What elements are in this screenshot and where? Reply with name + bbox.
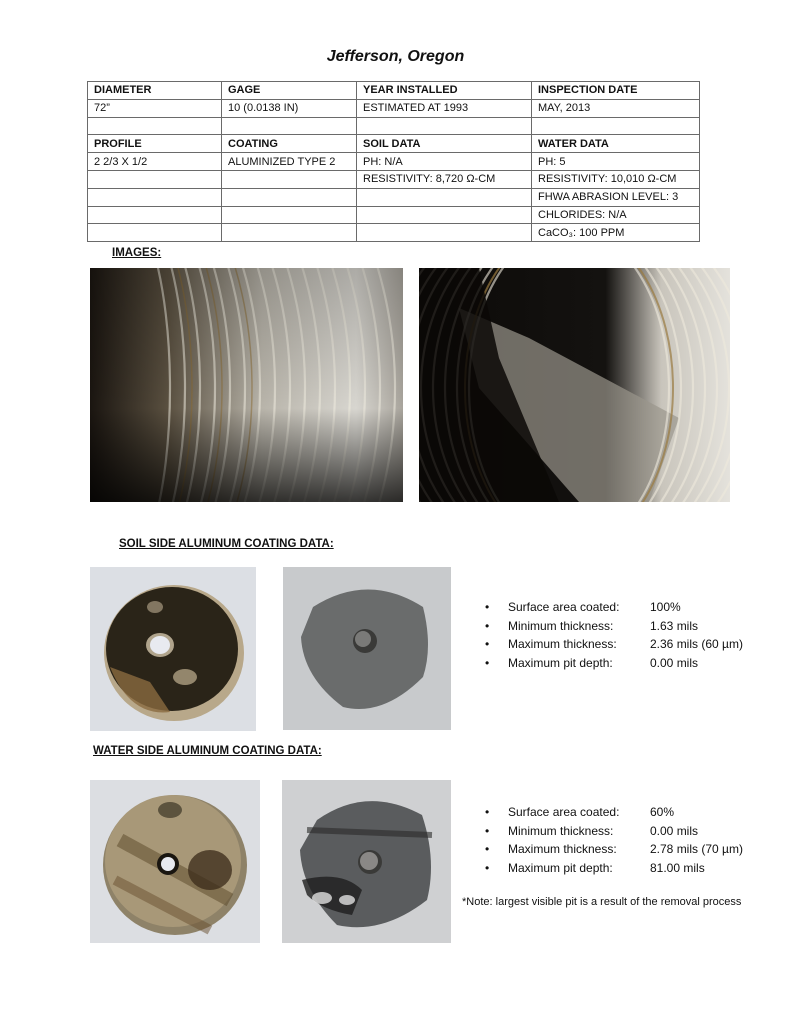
table-cell <box>88 224 222 242</box>
stat-value: 0.00 mils <box>650 655 699 670</box>
table-header-cell: COATING <box>222 135 357 153</box>
table-row <box>88 206 700 224</box>
images-heading: IMAGES: <box>112 247 162 259</box>
table-header-cell: DIAMETER <box>88 82 222 100</box>
table-cell <box>88 188 222 206</box>
stat-value: 0.00 mils <box>650 823 699 838</box>
table-header-cell: GAGE <box>222 82 357 100</box>
table-cell <box>88 206 222 224</box>
stat-value: 1.63 mils <box>650 618 699 633</box>
pipe-info-table <box>87 81 700 242</box>
stat-value: 60% <box>650 805 675 819</box>
table-cell <box>357 188 532 206</box>
stat-label: Maximum pit depth: <box>508 655 613 670</box>
bullet-icon: • <box>485 600 490 614</box>
stat-label: Maximum thickness: <box>508 637 617 651</box>
soil-side-coupon-front-photo <box>90 567 256 731</box>
soil-side-coupon-back-photo <box>283 567 451 730</box>
table-cell <box>88 117 222 135</box>
stat-list-item <box>485 859 743 878</box>
stat-value: 2.78 mils (70 µm) <box>650 842 743 856</box>
table-row <box>88 170 700 188</box>
bullet-icon: • <box>485 655 490 670</box>
soil-side-stats <box>485 598 743 672</box>
table-cell <box>88 170 222 188</box>
table-row <box>88 153 700 171</box>
table-header-cell: SOIL DATA <box>357 135 532 153</box>
stat-list-item <box>485 803 743 822</box>
table-cell: PH: N/A <box>357 153 532 171</box>
table-header-row <box>88 82 700 100</box>
stat-label: Maximum thickness: <box>508 842 617 856</box>
stat-value: 100% <box>650 600 681 614</box>
soil-side-heading: SOIL SIDE ALUMINUM COATING DATA: <box>119 538 334 550</box>
table-cell <box>222 188 357 206</box>
bullet-icon: • <box>485 842 490 856</box>
table-cell <box>532 117 700 135</box>
table-row <box>88 224 700 242</box>
stat-label: Minimum thickness: <box>508 618 614 633</box>
table-cell: PH: 5 <box>532 153 700 171</box>
table-row <box>88 188 700 206</box>
table-cell <box>357 206 532 224</box>
stat-list-item <box>485 598 743 617</box>
table-header-row <box>88 135 700 153</box>
table-cell: CaCO₃: 100 PPM <box>532 224 700 242</box>
table-cell: 10 (0.0138 IN) <box>222 99 357 117</box>
table-cell: RESISTIVITY: 8,720 Ω-CM <box>357 170 532 188</box>
stat-list-item <box>485 654 743 673</box>
table-cell <box>222 170 357 188</box>
table-cell <box>222 206 357 224</box>
table-cell: MAY, 2013 <box>532 99 700 117</box>
water-side-coupon-back-photo <box>282 780 451 943</box>
stat-label: Maximum pit depth: <box>508 860 613 875</box>
table-row <box>88 99 700 117</box>
stat-value: 81.00 mils <box>650 860 705 875</box>
bullet-icon: • <box>485 805 490 819</box>
table-cell: FHWA ABRASION LEVEL: 3 <box>532 188 700 206</box>
table-header-cell: YEAR INSTALLED <box>357 82 532 100</box>
stat-label: Surface area coated: <box>508 805 620 819</box>
table-header-cell: INSPECTION DATE <box>532 82 700 100</box>
bullet-icon: • <box>485 637 490 651</box>
table-cell <box>357 224 532 242</box>
table-cell: 2 2/3 X 1/2 <box>88 153 222 171</box>
table-cell: ESTIMATED AT 1993 <box>357 99 532 117</box>
table-cell: 72” <box>88 99 222 117</box>
water-side-stats <box>485 803 743 877</box>
bullet-icon: • <box>485 860 490 875</box>
table-row <box>88 117 700 135</box>
bullet-icon: • <box>485 618 490 633</box>
table-cell: CHLORIDES: N/A <box>532 206 700 224</box>
water-side-coupon-front-photo <box>90 780 260 943</box>
stat-list-item <box>485 635 743 654</box>
table-cell <box>357 117 532 135</box>
table-cell <box>222 224 357 242</box>
water-side-heading: WATER SIDE ALUMINUM COATING DATA: <box>93 745 322 757</box>
stat-value: 2.36 mils (60 µm) <box>650 637 743 651</box>
stat-list-item <box>485 840 743 859</box>
table-header-cell: WATER DATA <box>532 135 700 153</box>
table-cell <box>222 117 357 135</box>
bullet-icon: • <box>485 823 490 838</box>
stat-list-item <box>485 617 743 636</box>
table-cell: RESISTIVITY: 10,010 Ω-CM <box>532 170 700 188</box>
pipe-interior-photo-1 <box>90 268 403 502</box>
table-cell: ALUMINIZED TYPE 2 <box>222 153 357 171</box>
table-header-cell: PROFILE <box>88 135 222 153</box>
stat-label: Surface area coated: <box>508 600 620 614</box>
stat-label: Minimum thickness: <box>508 823 614 838</box>
pipe-interior-photo-2 <box>419 268 730 502</box>
removal-note: *Note: largest visible pit is a result of the removal process <box>462 896 742 908</box>
page-title: Jefferson, Oregon <box>326 48 465 65</box>
stat-list-item <box>485 822 743 841</box>
